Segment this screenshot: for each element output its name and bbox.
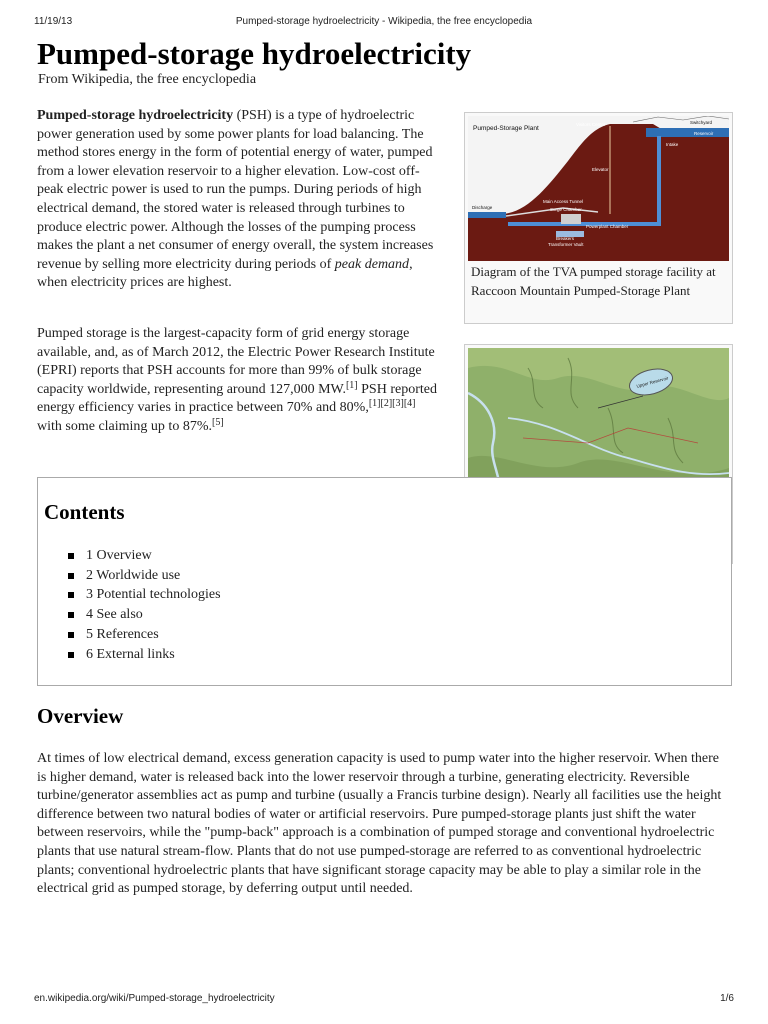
map-upper-reservoir-label: Upper Reservoir [635,375,669,389]
pumped-storage-diagram-image[interactable] [468,116,729,261]
intro2-text-b: PSH reported energy efficiency varies in practice between 70% and 80%, [37,381,437,416]
reference-link-1-4[interactable]: [1][2][3][4] [368,398,416,410]
figure-tva-caption: Diagram of the TVA pumped storage facility at Raccoon Mountain Pumped-Storage Plant [471,264,716,298]
overview-heading: Overview [37,704,124,728]
print-header [34,16,734,30]
diagram-elevator-label: Elevator [592,167,609,172]
diagram-title-label: Pumped-Storage Plant [473,125,539,132]
toc-item-overview[interactable]: 1 Overview [68,546,221,566]
diagram-tunnel-label: Main Access Tunnel [543,199,584,204]
toc-item-see-also[interactable]: 4 See also [68,605,221,625]
toc-item-potential-technologies[interactable]: 3 Potential technologies [68,585,221,605]
print-date: 11/19/13 [34,16,73,27]
toc-list [68,546,221,664]
print-page-number: 1/6 [720,993,734,1004]
toc-heading: Contents [44,500,125,524]
print-url: en.wikipedia.org/wiki/Pumped-storage_hydroelectricity [34,993,275,1004]
toc-item-worldwide-use[interactable]: 2 Worldwide use [68,566,221,586]
intro-text-a: (PSH) is a type of hydroelectric power generation used by some power plants for load balancing. The method stores energy in the form of potential energy of water, pumped from a lower elevation reservoir to a higher elevation. Low-cost off-peak electric power is used to run the pumps. During periods of high electrical demand, the stored water is released through turbines to produce electric power. Although the losses of the pumping process makes the plant a net consumer of energy overall, the system increases revenue by selling more electricity during periods of [37,108,434,272]
table-of-contents [37,477,732,686]
diagram-discharge-label: Discharge [472,205,493,210]
toc-item-external-links[interactable]: 6 External links [68,645,221,665]
reference-link-1[interactable]: [1] [345,379,358,391]
diagram-transformer-label: Transformer Vault [548,242,584,247]
overview-paragraph: At times of low electrical demand, excess generation capacity is used to pump water into the higher reservoir. When there is higher demand, water is released back into the lower reservoir through a turbine, generating electricity. Reversible turbine/generator assemblies act as pump and turbine (usually a Francis turbine design). Nearly all facilities use the height difference between two natural bodies of water or artificial reservoirs. Pure pumped-storage plants just shift the water between reservoirs, while the "pump-back" approach is a combination of pumped storage and conventional hydroelectric plants that use natural stream-flow. Plants that do not use pumped-storage are referred to as conventional hydroelectric plants; conventional hydroelectric plants that have significant storage capacity may be able to play a similar role in the electrical grid as pumped storage, by deferring output until needed. [37,751,722,897]
intro-text-b: , when electricity prices are highest. [37,256,413,291]
print-footer [34,993,734,1007]
toc-item-references[interactable]: 5 References [68,625,221,645]
page-title: Pumped-storage hydroelectricity [37,36,472,71]
intro-bold-term: Pumped-storage hydroelectricity [37,108,234,123]
diagram-visitors-label: Visitors Center [576,122,606,127]
figure-tva-diagram [464,112,733,324]
diagram-switchyard-label: Switchyard [690,120,713,125]
diagram-surge-label: Surge Chamber [550,207,582,212]
diagram-reservoir-label: Reservoir [694,131,714,136]
diagram-intake-label: Intake [666,142,679,147]
intro2-text-a: Pumped storage is the largest-capacity form of grid energy storage available, and, as of March 2012, the Electric Power Research Institute (EPRI) reports that PSH accounts for more than 99% of bulk storage capacity worldwide, representing around 127,000 MW. [37,326,435,397]
intro-paragraph-1 [37,107,443,293]
intro2-text-c: with some claiming up to 87%. [37,418,212,434]
diagram-powerplant-label: Powerplant Chamber [586,224,629,229]
page-subtitle: From Wikipedia, the free encyclopedia [38,72,257,87]
peak-demand-term: peak demand [334,256,410,272]
print-page-title: Pumped-storage hydroelectricity - Wikipedia, the free encyclopedia [235,16,533,27]
reference-link-5[interactable]: [5] [211,416,224,428]
intro-paragraph-2 [37,325,443,437]
diagram-breakers-label: Breakers [556,236,575,241]
